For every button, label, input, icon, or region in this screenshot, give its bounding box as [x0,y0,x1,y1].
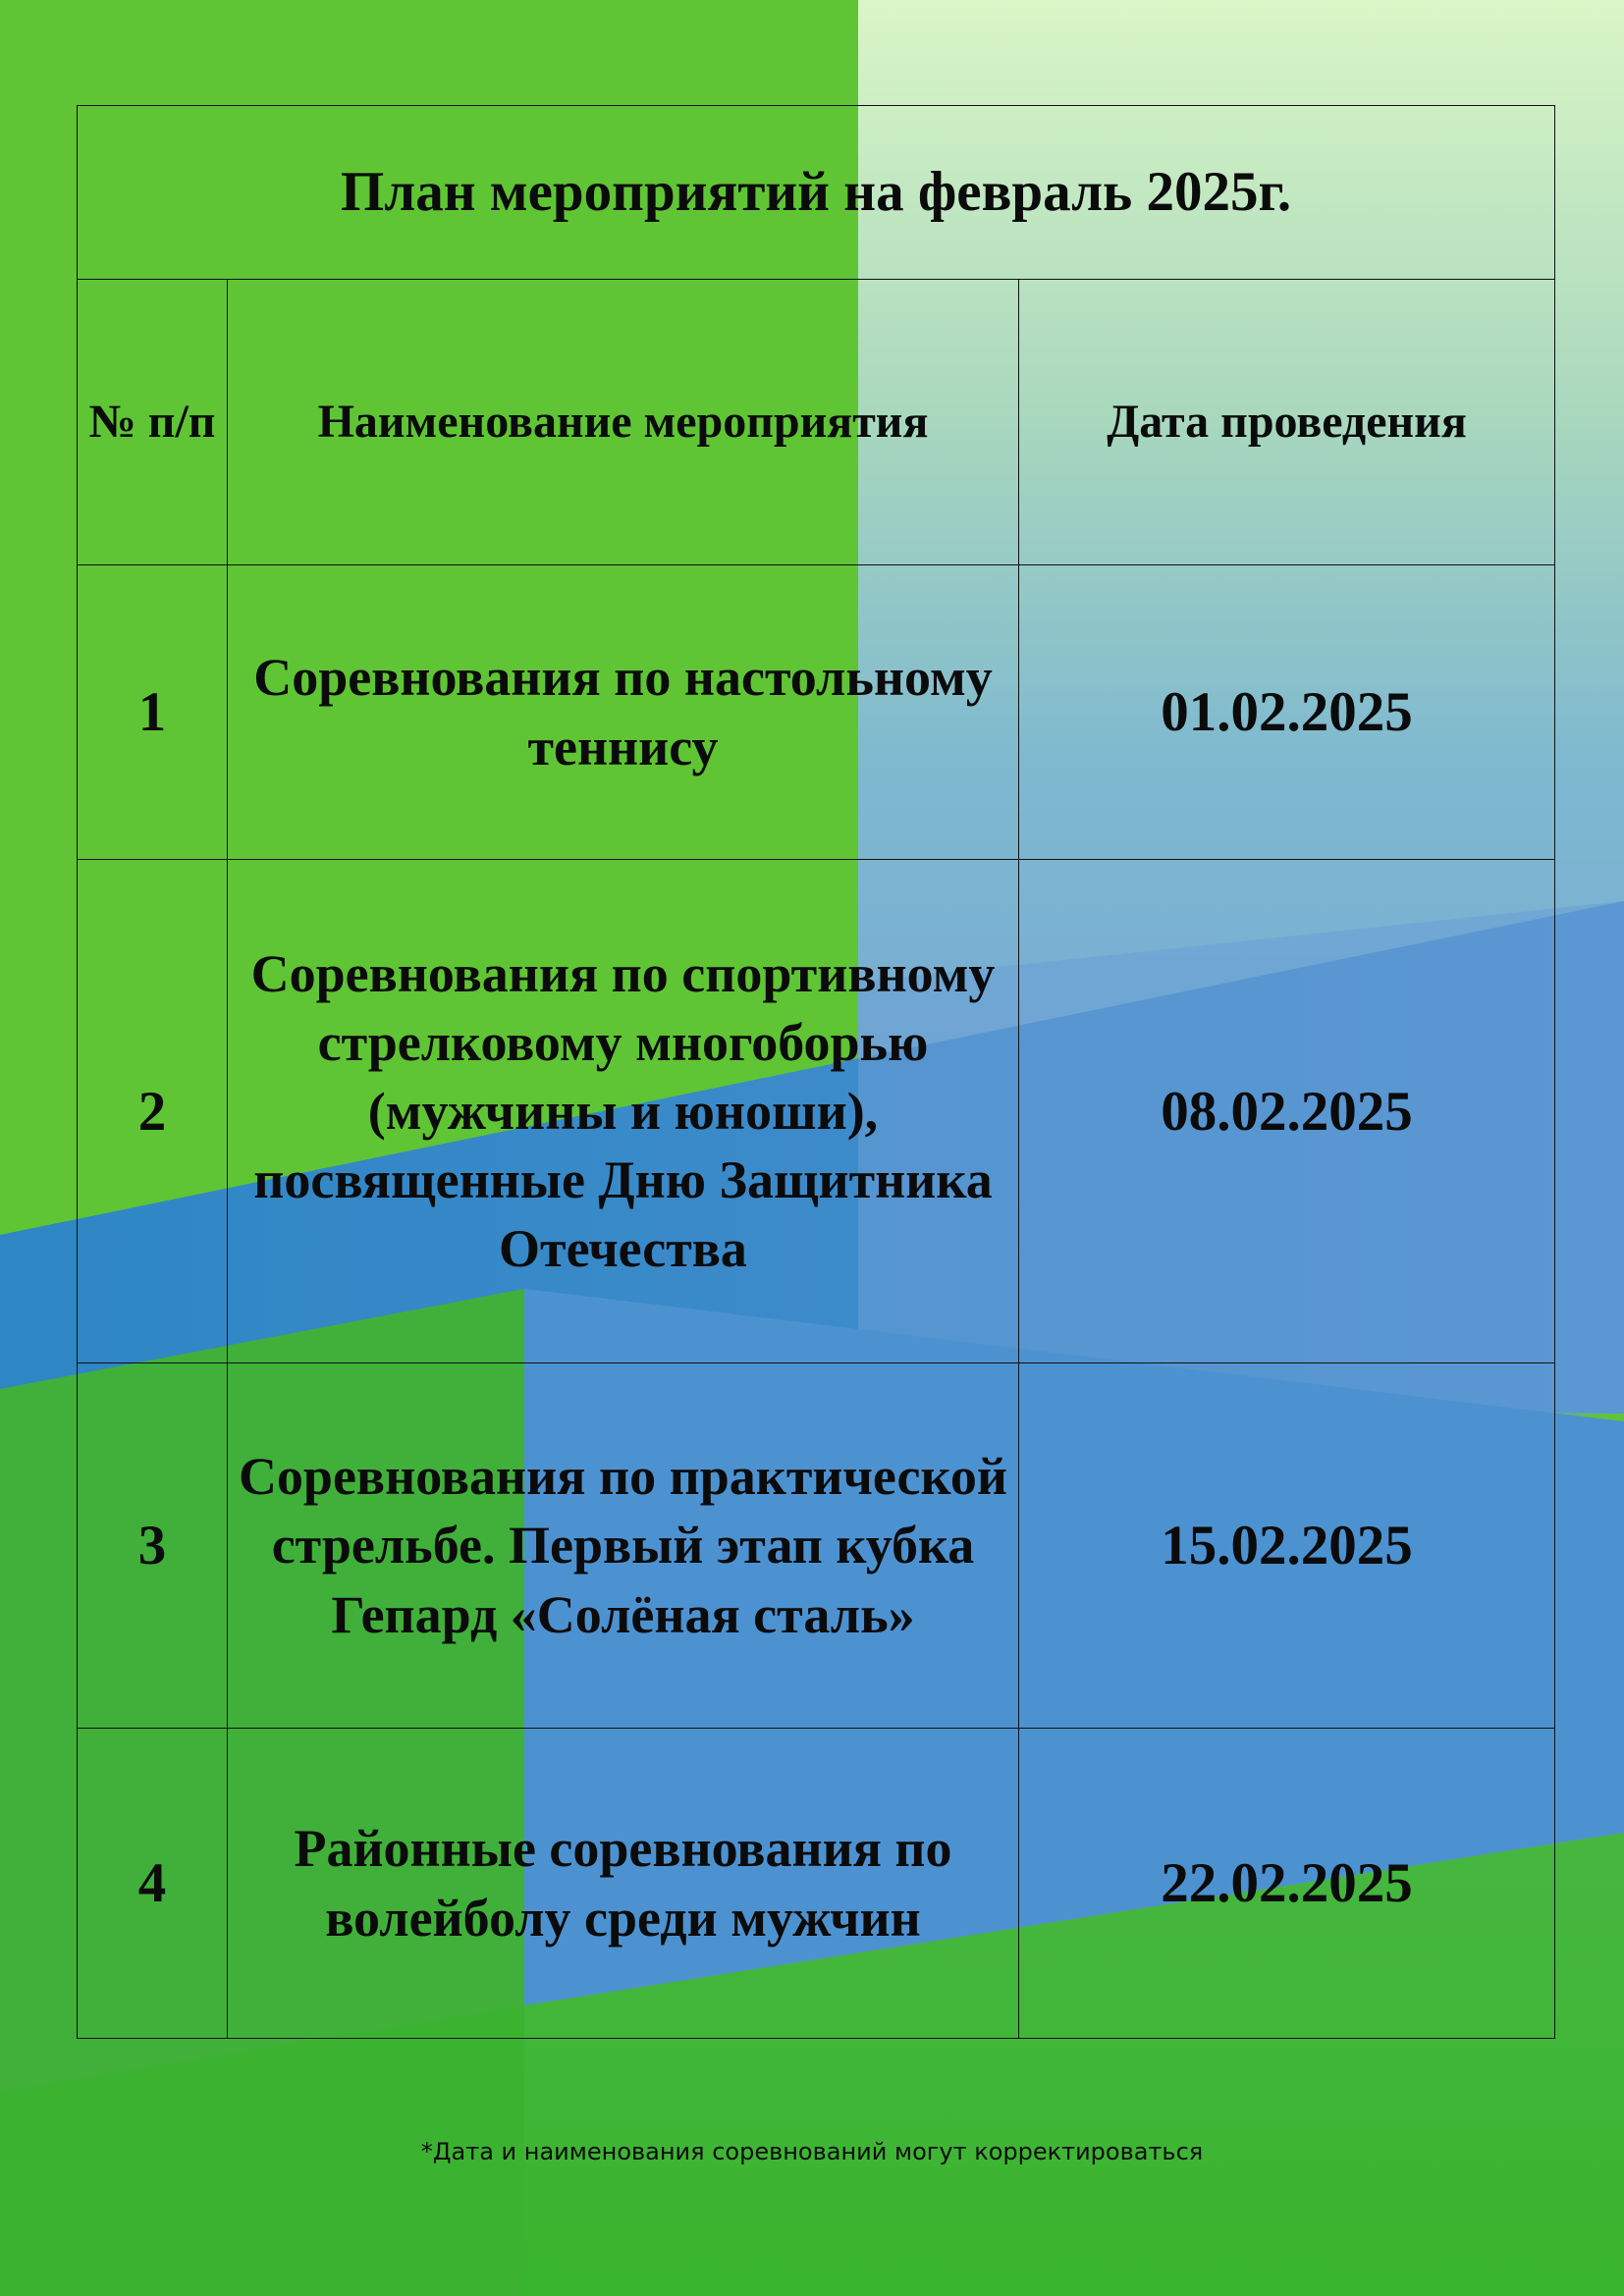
event-name: Соревнования по спортивному стрелковому многоборью (мужчины и юноши), посвященные Дню Защитника Отечества [228,860,1019,1363]
column-header-name: Наименование мероприятия [228,280,1019,565]
footnote: *Дата и наименования соревнований могут корректироваться [420,2138,1204,2165]
table-row [78,1363,1555,1729]
table-row [78,565,1555,860]
event-name: Соревнования по практической стрельбе. Первый этап кубка Гепард «Солёная сталь» [228,1363,1019,1729]
event-date: 22.02.2025 [1019,1729,1555,2039]
column-header-number [78,280,228,565]
table-row [78,860,1555,1363]
row-number: 4 [78,1729,228,2039]
event-date: 15.02.2025 [1019,1363,1555,1729]
header-row [78,280,1555,565]
table-row [78,1729,1555,2039]
event-name: Районные соревнования по волейболу среди мужчин [228,1729,1019,2039]
event-name: Соревнования по настольному теннису [228,565,1019,860]
row-number: 2 [78,860,228,1363]
page-title: План мероприятий на февраль 2025г. [78,106,1555,280]
row-number: 3 [78,1363,228,1729]
column-header-date: Дата проведения [1019,280,1555,565]
event-date: 08.02.2025 [1019,860,1555,1363]
title-row [78,106,1555,280]
events-table [77,105,1555,2039]
event-date: 01.02.2025 [1019,565,1555,860]
row-number: 1 [78,565,228,860]
column-header-number-label: № п/п [88,396,216,449]
